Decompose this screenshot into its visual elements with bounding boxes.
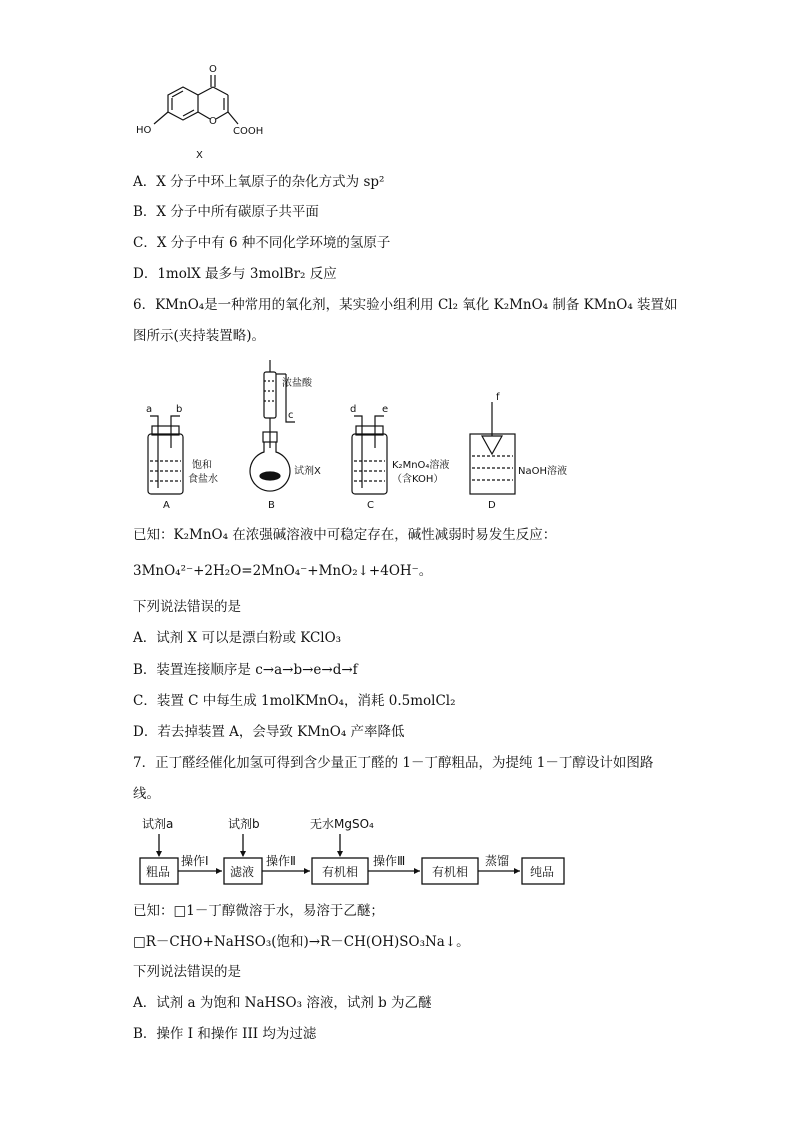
q6-stem-line1: 6．KMnO₄是一种常用的氧化剂，某实验小组利用 Cl₂ 氧化 K₂MnO₄ 制备 KMnO₄ 装置如 — [133, 297, 678, 313]
bottle-c-content-2: （含KOH） — [392, 474, 444, 485]
q6-option-b: B．装置连接顺序是 c→a→b→e→d→f — [133, 662, 358, 678]
beaker-content-label: NaOH溶液 — [518, 466, 567, 477]
box-filtrate-label: 滤液 — [230, 865, 255, 879]
q6-option-a: A．试剂 X 可以是漂白粉或 KClO₃ — [133, 630, 342, 646]
bottle-a-content-2: 食盐水 — [188, 474, 218, 485]
op3-label: 操作Ⅲ — [373, 854, 406, 868]
apparatus-b-label: B — [268, 500, 275, 511]
port-b-label: b — [176, 404, 183, 415]
ring-oxygen-label: O — [209, 116, 217, 127]
q5-option-c: C．X 分子中有 6 种不同化学环境的氢原子 — [133, 235, 391, 251]
molecule-x-structure — [128, 60, 278, 165]
hydroxyl-label: HO — [136, 125, 152, 136]
q5-option-b: B．X 分子中所有碳原子共平面 — [133, 204, 319, 220]
box-organic-phase-2-label: 有机相 — [432, 865, 469, 879]
reagent-b-label: 试剂b — [228, 817, 260, 831]
q6-question: 下列说法错误的是 — [133, 599, 241, 615]
port-d-label: d — [350, 404, 357, 415]
q6-option-c: C．装置 C 中每生成 1molKMnO₄，消耗 0.5molCl₂ — [133, 693, 456, 709]
q6-option-d: D．若去掉装置 A，会导致 KMnO₄ 产率降低 — [133, 724, 405, 740]
q7-question: 下列说法错误的是 — [133, 964, 241, 980]
q6-apparatus-diagram — [130, 356, 590, 514]
box-organic-phase-1-label: 有机相 — [322, 865, 359, 879]
q6-known: 已知：K₂MnO₄ 在浓强碱溶液中可稳定存在，碱性减弱时易发生反应： — [133, 527, 557, 543]
q7-option-b: B．操作 I 和操作 III 均为过滤 — [133, 1026, 317, 1042]
op1-label: 操作Ⅰ — [181, 854, 209, 868]
q7-stem-line1: 7．正丁醛经催化加氢可得到含少量正丁醛的 1－丁醇粗品，为提纯 1－丁醇设计如图路 — [133, 755, 654, 771]
bottle-c-content-1: K₂MnO₄溶液 — [392, 460, 450, 471]
reagent-mgso4-label: 无水MgSO₄ — [310, 817, 374, 831]
apparatus-c-label: C — [367, 500, 374, 511]
q6-stem-line2: 图所示(夹持装置略)。 — [133, 328, 266, 344]
carbonyl-o-label: O — [209, 64, 217, 75]
funnel-content-label: 浓盐酸 — [282, 378, 312, 389]
q7-known-2: □R－CHO+NaHSO₃(饱和)→R－CH(OH)SO₃Na↓。 — [133, 934, 470, 950]
carboxyl-label: COOH — [233, 126, 264, 137]
port-f-label: f — [496, 392, 500, 403]
op2-label: 操作Ⅱ — [266, 854, 296, 868]
q7-stem-line2: 线。 — [133, 786, 160, 802]
q6-equation: 3MnO₄²⁻+2H₂O=2MnO₄⁻+MnO₂↓+4OH⁻。 — [133, 563, 433, 579]
q5-option-d: D．1molX 最多与 3molBr₂ 反应 — [133, 266, 337, 282]
q5-option-a: A．X 分子中环上氧原子的杂化方式为 sp² — [133, 174, 385, 190]
bottle-a-content-1: 饱和 — [192, 460, 212, 471]
q7-flow-chart — [130, 812, 570, 892]
box-crude-label: 粗品 — [146, 865, 171, 879]
q7-option-a: A．试剂 a 为饱和 NaHSO₃ 溶液，试剂 b 为乙醚 — [133, 995, 432, 1011]
port-e-label: e — [382, 404, 389, 415]
port-c-label: c — [288, 410, 294, 421]
port-a-label: a — [146, 404, 153, 415]
reagent-a-label: 试剂a — [142, 817, 174, 831]
molecule-name-label: X — [196, 150, 203, 161]
op4-label: 蒸馏 — [485, 854, 510, 868]
apparatus-d-label: D — [488, 500, 496, 511]
apparatus-a-label: A — [163, 500, 170, 511]
q7-known-1: 已知：□1－丁醇微溶于水，易溶于乙醚； — [133, 903, 384, 919]
flask-content-label: 试剂X — [294, 466, 321, 477]
box-pure-label: 纯品 — [530, 865, 555, 879]
